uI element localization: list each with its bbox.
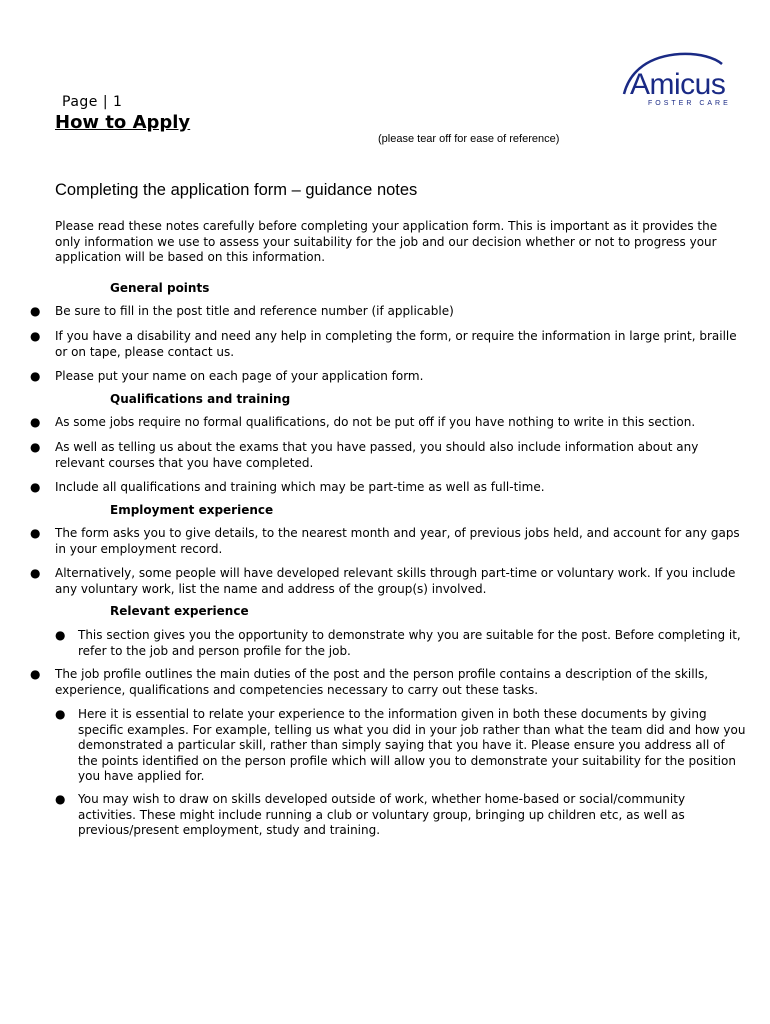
bullet-icon: ● — [30, 667, 41, 681]
heading-employment: Employment experience — [110, 503, 274, 517]
page-number: Page | 1 — [62, 94, 123, 110]
bullet-icon: ● — [55, 707, 66, 721]
list-item: Be sure to fill in the post title and reference number (if applicable) — [55, 304, 454, 318]
intro-paragraph: Please read these notes carefully before completing your application form. This is important as it provides the only information we use to assess your suitability for the job and our decision whether or not to progress your application will be based on this information. — [55, 219, 718, 264]
bullet-icon: ● — [55, 628, 66, 642]
list-item: The form asks you to give details, to the nearest month and year, of previous jobs held, and account for any gaps in your employment record. — [55, 526, 740, 556]
list-item: As some jobs require no formal qualifications, do not be put off if you have nothing to write in this section. — [55, 415, 696, 429]
heading-general-points: General points — [110, 281, 210, 295]
logo-wordmark: Amicus — [630, 68, 726, 101]
bullet-icon: ● — [30, 415, 41, 429]
list-item: You may wish to draw on skills developed outside of work, whether home-based or social/community activities. These might include running a club or voluntary group, bringing up children etc, as well as previous/present employment, study and training. — [78, 792, 686, 837]
page-title: How to Apply — [55, 112, 191, 133]
bullet-icon: ● — [30, 566, 41, 580]
list-item: Here it is essential to relate your experience to the information given in both these documents by giving specific examples. For example, telling us what you did in your job rather than what the team did and how you demonstrated a particular skill, rather than simply saying that you have it. Please ensure you address all of the points identified on the person profile which will allow you to demonstrate your suitability for the position you have applied for. — [78, 707, 746, 783]
bullet-icon: ● — [30, 329, 41, 343]
list-item: As well as telling us about the exams that you have passed, you should also include information about any relevant courses that you have completed. — [55, 440, 699, 470]
list-item: The job profile outlines the main duties of the post and the person profile contains a description of the skills, experience, qualifications and competencies necessary to carry out these tasks. — [55, 667, 709, 697]
heading-qualifications: Qualifications and training — [110, 392, 291, 406]
logo-subtitle: FOSTER CARE — [648, 100, 731, 107]
list-item: If you have a disability and need any help in completing the form, or require the information in large print, braille or on tape, please contact us. — [55, 329, 737, 359]
bullet-icon: ● — [30, 480, 41, 494]
tear-off-note: (please tear off for ease of reference) — [378, 133, 560, 145]
bullet-icon: ● — [30, 369, 41, 383]
list-item: Alternatively, some people will have developed relevant skills through part-time or voluntary work. If you include any voluntary work, list the name and address of the group(s) involved. — [55, 566, 736, 596]
list-item: Include all qualifications and training which may be part-time as well as full-time. — [55, 480, 545, 494]
bullet-icon: ● — [30, 304, 41, 318]
heading-relevant: Relevant experience — [110, 604, 249, 618]
bullet-icon: ● — [30, 526, 41, 540]
list-item: This section gives you the opportunity to demonstrate why you are suitable for the post. Before completing it, refer to the job and person profile for the job. — [78, 628, 741, 658]
amicus-logo — [620, 50, 735, 110]
bullet-icon: ● — [55, 792, 66, 806]
bullet-icon: ● — [30, 440, 41, 454]
list-item: Please put your name on each page of your application form. — [55, 369, 424, 383]
section-subtitle: Completing the application form – guidance notes — [55, 181, 418, 199]
